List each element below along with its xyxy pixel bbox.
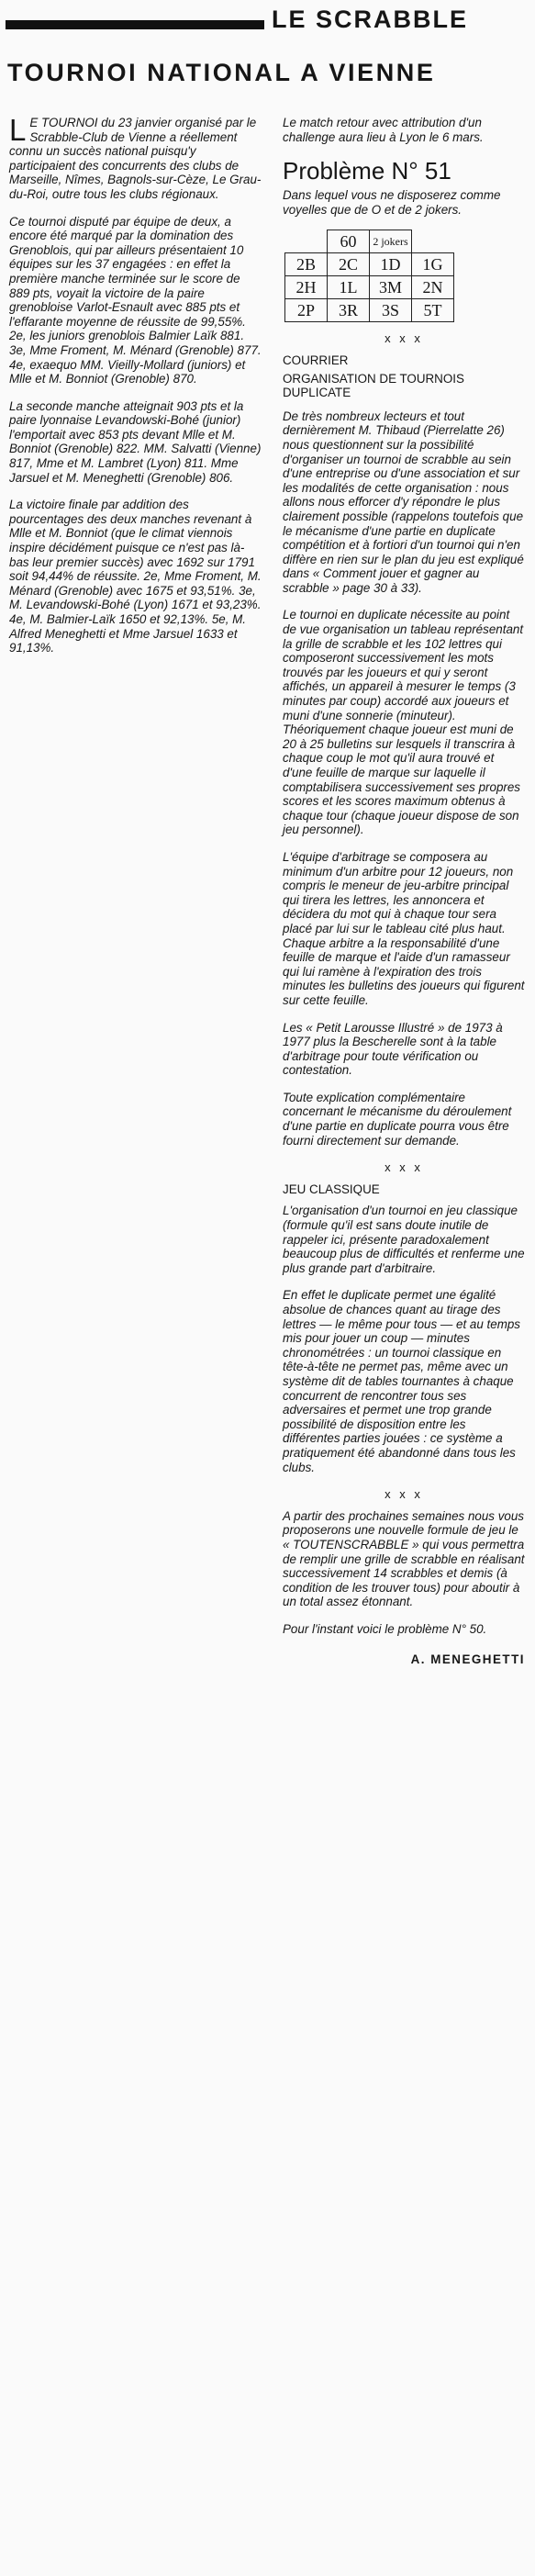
grid-cell: 1D [370, 253, 412, 276]
grid-cell: 2N [412, 276, 454, 299]
grid-cell: 3S [370, 299, 412, 322]
grid-cell: 60 [328, 230, 370, 253]
grid-cell: 2 jokers [370, 230, 412, 253]
grid-cell: 2B [285, 253, 328, 276]
article-headline: TOURNOI NATIONAL A VIENNE [7, 59, 436, 86]
grid-cell: 2H [285, 276, 328, 299]
return-match-paragraph: Le match retour avec attribution d'un challenge aura lieu à Lyon le 6 mars. [283, 116, 484, 144]
courrier-subheading: ORGANISATION DE TOURNOIS DUPLICATE [283, 371, 464, 400]
courrier-heading: COURRIER [283, 353, 349, 367]
section-separator: x x x [385, 1487, 423, 1502]
grid-cell: 3M [370, 276, 412, 299]
grid-cell: 2P [285, 299, 328, 322]
letter-grid [284, 230, 454, 322]
jeu-paragraph: L'organisation d'un tournoi en jeu classique (formule qu'il est sans doute inutile de rappeler ici, présente paradoxalement beaucoup plus de difficultés et renferme une plus grande part d'arbitraire. [283, 1204, 525, 1275]
courrier-paragraph: Le tournoi en duplicate nécessite au point de vue organisation un tableau représentant la grille de scrabble et les 102 lettres qui composeront successivement les mots trouvés par les joueurs et qui y seront affichés, un appareil à mesurer le temps (3 minutes par coup) accordé aux joueurs et muni d'une sonnerie (minuteur). Théoriquement chaque joueur est muni de 20 à 25 bulletins sur lesquels il transcrira à chaque coup le mot qu'il aura trouvé et d'une feuille de marque sur laquelle il comptabilisera successivement ses propres scores et les scores maximum obtenus à chaque tour (chaque joueur dispose de son jeu personnel). [283, 608, 524, 837]
final-results-paragraph: La victoire finale par addition des pourcentages des deux manches revenant à Mlle et M. Bonniot (que le climat viennois inspire décidément puisque ce n'est pas là-bas leur premier succès) avec 1692 sur 1791 soit 94,44% de réussite. 2e, Mme Froment, M. Ménard (Grenoble) avec 1675 et 93,51%. 3e, M. Levandowski-Bohé (Lyon) 1671 et 93,23%. 4e, M. Balmier-Laïk 1650 et 92,13%. 5e, M. Alfred Meneghetti et Mme Jarsuel 1633 et 91,13%. [9, 498, 262, 655]
jeu-paragraph: Pour l'instant voici le problème N° 50. [283, 1621, 487, 1636]
jeu-paragraph: En effet le duplicate permet une égalité absolue de chances quant au tirage des lettres — le même pour tous — et au temps mis pour jouer un coup — minutes chronométrées : un tournoi classique en tête-à-tête ne permet pas, même avec un système dit de tables tournantes à chaque concurrent de rencontrer tous ses adversaires et permet une trop grande possibilité de disposition entre les différentes parties jouées : ce système a pratiquement été abandonné dans tous les clubs. [283, 1288, 520, 1474]
section-separator: x x x [385, 1160, 423, 1175]
intro-paragraph: L E TOURNOI du 23 janvier organisé par le Scrabble-Club de Vienne a réellement connu un succès national puisqu'y participaient des concurrents des clubs de Marseille, Nîmes, Bagnols-sur-Cèze, Le Grau-du-Roi, outre tous les clubs régionaux. [9, 113, 262, 201]
problem-title: Problème N° 51 [283, 157, 451, 185]
left-column [9, 113, 262, 668]
courrier-paragraph: De très nombreux lecteurs et tout dernièrement M. Thibaud (Pierrelatte 26) nous questionnent sur la possibilité d'organiser un tournoi de scrabble au sein d'une entreprise ou d'une association et sur les modalités de cette organisation : nous allons nous efforcer d'y répondre le plus clairement possible (rappelons toutefois que le mécanisme d'une partie en duplicate compétition et à fortiori d'un tournoi qui n'en diffère en rien sur le plan du jeu est expliqué dans « Comment jouer et gagner au scrabble » page 30 à 33). [283, 409, 524, 595]
drop-cap: L [9, 113, 27, 147]
jeu-paragraph: A partir des prochaines semaines nous vous proposerons une nouvelle formule de jeu le « TOUTENSCRABBLE » qui vous permettra de remplir une grille de scrabble en réalisant successivement 14 scrabbles et demis (à condition de les trouver tous) pour aboutir à un total assez étonnant. [283, 1508, 525, 1609]
grid-cell: 5T [412, 299, 454, 322]
second-round-paragraph: La seconde manche atteignait 903 pts et la paire lyonnaise Levandowski-Bohé (junior) l'emportait avec 853 pts devant Mlle et M. Bonniot (Grenoble) 822. MM. Salvatti (Vienne) 817, Mme et M. Lambret (Lyon) 811. Mme Jarsuel et M. Meneghetti (Grenoble) 806. [9, 398, 262, 485]
author-signature: A. MENEGHETTI [410, 1652, 525, 1667]
problem-text: Dans lequel vous ne disposerez comme voyelles que de O et de 2 jokers. [283, 188, 501, 217]
grid-cell: 3R [328, 299, 370, 322]
first-round-paragraph: Ce tournoi disputé par équipe de deux, a encore été marqué par la domination des Grenoblois, qui par ailleurs présentaient 10 équipes sur les 37 engagées : en effet la première manche terminée sur le score de 889 pts, voyait la victoire de la paire grenobloise Varlot-Esnault avec 885 pts et l'effarante moyenne de réussite de 99,55%. 2e, les juniors grenoblois Balmier Laïk 881. 3e, Mme Froment, M. Ménard (Grenoble) 877. 4e, exaequo MM. Vieilly-Mollard (juniors) et Mlle et M. Bonniot (Grenoble) 870. [9, 214, 262, 386]
courrier-paragraph: L'équipe d'arbitrage se composera au minimum d'un arbitre pour 12 joueurs, non compris le meneur de jeu-arbitre principal qui tirera les lettres, les annoncera et décidera du mot qui à chaque tour sera placé par lui sur le tableau cité plus haut. Chaque arbitre a la responsabilité d'une feuille de marque et l'aide d'un ramasseur qui lui ramène à l'expiration des trois minutes les bulletins des joueurs qui figurent sur cette feuille. [283, 849, 525, 1007]
courrier-paragraph: Les « Petit Larousse Illustré » de 1973 à 1977 plus la Bescherelle sont à la table d'arbitrage pour toute vérification ou contestation. [283, 1020, 503, 1078]
jeu-classique-heading: JEU CLASSIQUE [283, 1182, 380, 1196]
right-column [283, 116, 525, 1667]
courrier-paragraph: Toute explication complémentaire concernant le mécanisme du déroulement d'une partie en duplicate pourra vous être fourni directement sur demande. [283, 1090, 512, 1148]
grid-cell: 2C [328, 253, 370, 276]
grid-cell: 1G [412, 253, 454, 276]
section-separator: x x x [385, 331, 423, 346]
section-kicker: LE SCRABBLE [272, 6, 469, 33]
grid-cell: 1L [328, 276, 370, 299]
header-rule [6, 20, 264, 29]
